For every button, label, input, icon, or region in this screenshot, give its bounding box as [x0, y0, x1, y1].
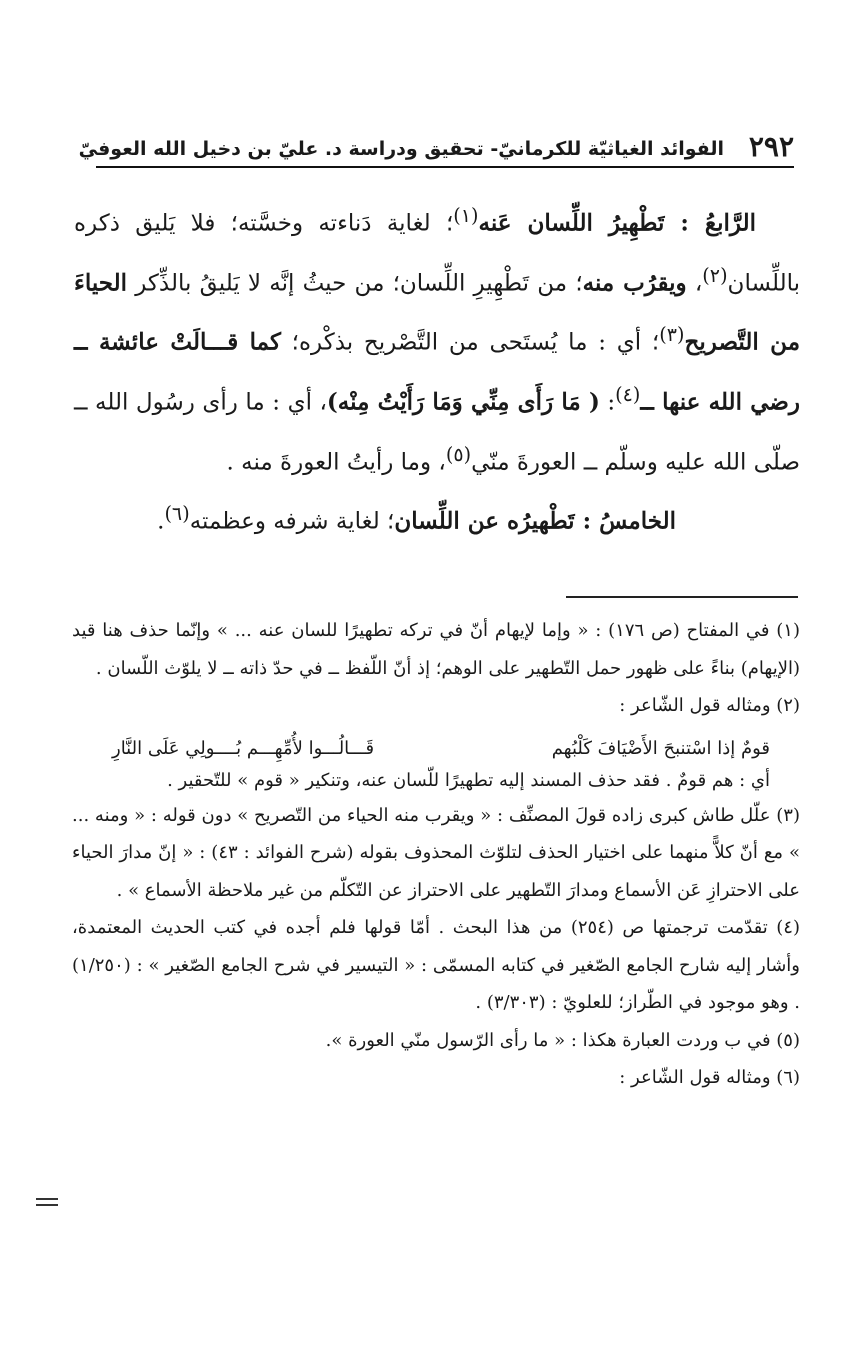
footnote-marker-4[interactable]: (٤): [615, 382, 641, 406]
verse-hemistich-first: قومٌ إذا اسْتنبحَ الأَضْيَافَ كَلْبُهم: [551, 737, 770, 759]
quote-aisha: ( مَا رَأَى مِنِّي وَمَا رَأَيْتُ مِنْه): [326, 388, 600, 416]
footnote-marker-2[interactable]: (٢): [702, 263, 728, 287]
footnote-1: (١) في المفتاح (ص ١٧٦) : « وإما لإيهام أنّ في تركه تطهيرًا للسان عنه ... » وإنّما حذف هنا قيد (الإيهام) بناءً على ظهور حمل التّطهير على الوهم؛ إذ أنّ اللّفظ ــ في حدّ ذاته ــ لا يلوّث اللّسان .: [72, 620, 800, 679]
paragraph-fifth: الخامسُ : تَطْهيرُه عن اللِّسان؛ لغاية شرفه وعظمته$^{(٦)}$.: [157, 502, 676, 535]
footnote-marker-5[interactable]: (٥): [445, 442, 472, 466]
verse-line: [72, 725, 800, 765]
page-number: ٢٩٢: [748, 130, 794, 163]
term-modesty: الحياءَ من التَّصريح: [74, 269, 801, 356]
term-fourth: الرَّابعُ : تَطْهِيرُ اللِّسان عَنه: [478, 209, 756, 237]
footnote-marker-3[interactable]: (٣): [659, 323, 685, 347]
footnote-4: (٤) تقدّمت ترجمتها ص (٢٥٤) من هذا البحث . أمّا قولها فلم أجده في كتب الحديث المعتمدة، وأشار إليه شارح الجامع الصّغير في كتابه المسمّى : « التيسير في شرح الجامع الصّغير » : (١/٢٥٠) . وهو موجود في الطّراز؛ للعلويّ : (٣/٣٠٣) .: [72, 917, 800, 1013]
footnote-6: (٦) ومثاله قول الشّاعر :: [619, 1067, 800, 1088]
page-header: [78, 130, 794, 168]
footnote-5: (٥) في ب وردت العبارة هكذا : « ما رأى الرّسول منّي العورة ».: [325, 1029, 800, 1051]
header-rule: [96, 166, 794, 168]
margin-mark: [36, 1198, 58, 1210]
footnote-separator: [566, 596, 798, 598]
footnote-3: (٣) علّل طاش كبرى زاده قولَ المصنِّف : « ويقرب منه الحياء من التّصريح » دون قوله : « ومنه ... » مع أنّ كلاًّ منهما على اختيار الحذف لتلوّث المحذوف بقوله (شرح الفوائد : ٤٣) : « إنّ مدارَ الحياء على الاحترازِ عَن الأسماع ومدارَ التّطهير على الاحتراز عن التّكلّم من غير ملاحظة الأسماع » .: [72, 804, 800, 901]
footnote-marker-6[interactable]: (٦): [164, 502, 190, 526]
footnotes: [72, 612, 800, 1097]
footnote-2-explanation: أي : هم قومٌ . فقد حذف المسند إليه تطهيرًا للّسان عنه، وتنكير « قوم » للتّحقير .: [167, 769, 770, 791]
verse-hemistich-second: قَـــالُـــوا لأُمِّهِـــم بُــــولِي عَلَى النَّارِ: [112, 737, 375, 759]
term-fifth: الخامسُ : تَطْهيرُه عن اللِّسان: [394, 507, 676, 535]
paragraph-fourth: الرَّابعُ : تَطْهِيرُ اللِّسان عَنه$^{(١)}$؛ لغاية دَناءته وخسَّته؛ فلا يَليق ذكره باللِّسان$^{(٢)}$، ويقرُب منه؛ من تَطْهِيرِ اللِّسان؛ من حيثُ إنَّه لا يَليقُ بالذِّكر الحياءَ من التَّصريح$^{(٣)}$؛ أي : ما يُستَحى من التَّصْريح بذكْره؛ كما قـــالَتْ عائشة ــ رضي الله عنها ــ$^{(٤)}$: ( مَا رَأَى مِنِّي وَمَا رَأَيْتُ مِنْه)، أي : ما رأى رسُول الله ــ صلّى الله عليه وسلّم ــ العورةَ منّي$^{(٥)}$، وما رأيتُ العورةَ منه .: [74, 204, 801, 476]
footnote-marker-1[interactable]: (١): [453, 204, 479, 227]
term-aisha: كما قـــالَتْ عائشة ــ رضي الله عنها ــ: [74, 328, 800, 416]
running-title: الفوائد الغياثيّة للكرمانيّ- تحقيق ودراسة د. عليّ بن دخيل الله العوفيّ: [78, 138, 724, 160]
main-text: [74, 190, 800, 548]
term-close: ويقرُب منه: [582, 269, 687, 297]
footnote-2: (٢) ومثاله قول الشّاعر :: [619, 695, 800, 716]
